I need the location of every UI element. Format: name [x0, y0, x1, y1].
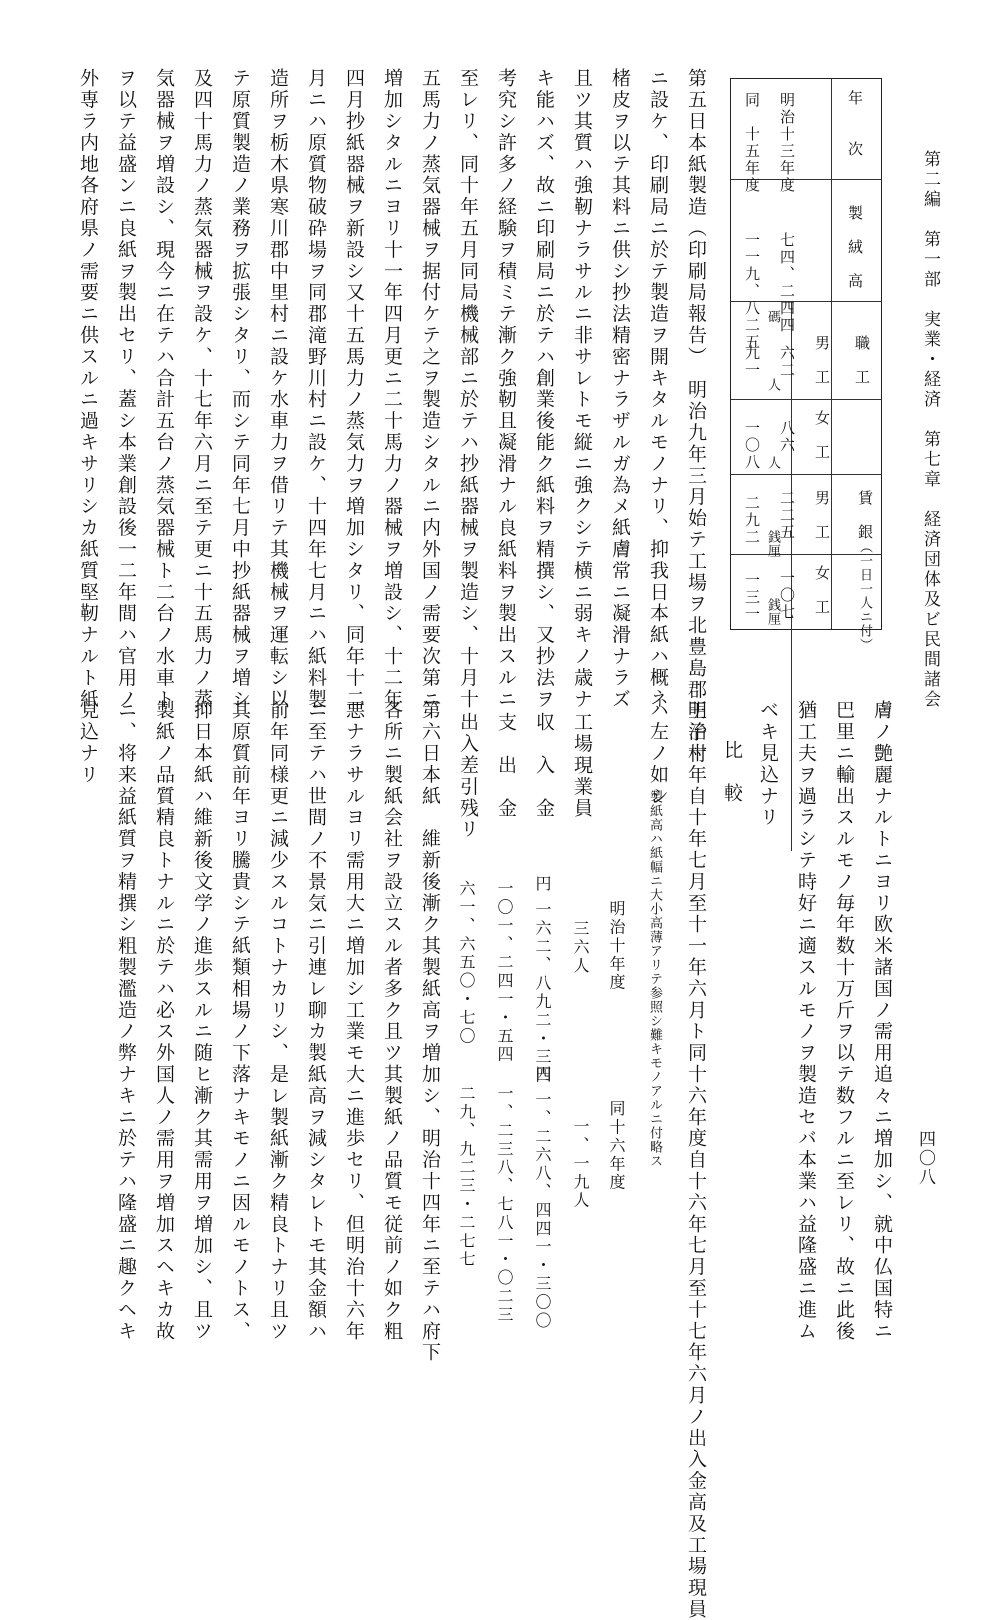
table-header-output: 製 絨 高	[846, 205, 864, 290]
table-header-male: 男 工	[813, 335, 831, 386]
table-header-wage-note: （一日一人ニ付）	[857, 540, 872, 652]
upper-text-line: 気器械ヲ増設シ、現今ニ在テハ合計五台ノ蒸気器械ト二台ノ水車ト	[153, 68, 175, 710]
table-header-wage-male: 男 工	[813, 490, 831, 541]
comparison-col2-header: 同十六年度	[607, 1100, 626, 1192]
upper-text-line: 造所ヲ栃木県寒川郡中里村ニ設ケ水車力ヲ借リテ其機械ヲ運転シ以	[267, 68, 289, 710]
comparison-row-v1: 六一、六五〇・七〇	[457, 880, 476, 1046]
upper-text-line: 至レリ、同十年五月同局機械部ニ於テハ抄紙器械ヲ製造シ、十月十	[457, 68, 479, 710]
table-row1-wage-female-unit: 銭厘	[765, 598, 780, 626]
table-row1-unit: 碼	[765, 310, 780, 324]
comparison-row-label: 出入差引残リ	[457, 712, 479, 841]
lower-text-line: 前年同様更ニ減少スルコトナカリシ、是レ製紙漸ク精良トナリ且ツ	[267, 700, 289, 1342]
comparison-row-label: 支 出 金	[495, 712, 517, 819]
table-row1-wage-male-unit: 銭厘	[765, 530, 780, 558]
table-row1-wage-male: 二二五	[778, 490, 796, 541]
running-header: 第二編 第一部 実業・経済 第七章 経済団体及ビ民間諸会	[920, 150, 940, 710]
upper-text-line: 外専ラ内地各府県ノ需要ニ供スルニ過キサリシカ紙質堅靭ナルト紙	[77, 68, 99, 710]
lower-text-line: 第六日本紙 維新後漸ク其製紙高ヲ増加シ、明治十四年ニ至テハ府下	[419, 700, 441, 1364]
lower-text-line: ニ、将来益紙質ヲ精撰シ粗製濫造ノ弊ナキニ於テハ隆盛ニ趣クヘキ	[115, 700, 137, 1342]
comparison-row-label: 工場現業員	[571, 712, 593, 819]
table-row1-female-unit: 人	[765, 456, 780, 470]
page-number: 四〇八	[915, 1130, 935, 1187]
period-line: 明治十年自十年七月至十一年六月ト同十六年度自十六年七月至十七年六月ノ出入金高及工場現員	[685, 700, 707, 1620]
table-row2-female: 一〇八	[743, 420, 761, 471]
upper-text-line: 四月抄紙器械ヲ新設シ又十五馬力ノ蒸気力ヲ増加シタリ、同年十二	[343, 68, 365, 710]
upper-text-line: 増加シタルニヨリ十一年四月更ニ二十馬力ノ器械ヲ増設シ、十二年	[381, 68, 403, 710]
comparison-row-v2: 円 一、二六八、四四一・三〇〇	[533, 1065, 552, 1331]
table-header-wage-female: 女 工	[813, 565, 831, 616]
comparison-heading: 比 較	[721, 740, 743, 805]
table-row1-output: 七四、二四四	[778, 232, 796, 334]
table-header-workers: 職 工	[853, 335, 871, 386]
lower-text-line: 其原質前年ヨリ騰貴シテ紙類相場ノ下落ナキモノニ因ルモノトス、	[229, 700, 251, 1342]
lower-text-line: 抑日本紙ハ維新後文学ノ進歩スルニ随ヒ漸ク其需用ヲ増加シ、且ツ	[191, 700, 213, 1342]
comparison-row-v1: 三六人	[571, 920, 590, 976]
upper-text-line: ヲ以テ益盛ンニ良紙ヲ製出セリ、蓋シ本業創設後一二年間ハ官用ノ	[115, 68, 137, 710]
table-header-female: 女 工	[813, 410, 831, 461]
table-row1-wage-female: 一〇七	[778, 570, 796, 621]
comparison-row-v1: 円 一六二、八九二・三四	[533, 875, 552, 1085]
table-row1-male-unit: 人	[765, 378, 780, 392]
table-row2-wage-female: 一三一	[743, 572, 761, 623]
comparison-row-v2: 二九、九二三・二七七	[457, 1085, 476, 1269]
table-row1-male: 六二	[778, 345, 796, 379]
lower-text-line: 各所ニ製紙会社ヲ設立スル者多ク且ツ其製紙ノ品質モ従前ノ如ク粗	[381, 700, 403, 1342]
upper-text-line: 月ニハ原質物破砕場ヲ同郡滝野川村ニ設ケ、十四年七月ニハ紙料製	[305, 68, 327, 710]
comparison-row-v1: 一〇一、二四一・五四	[495, 880, 514, 1064]
table-row2-year: 同 十五年度	[743, 92, 761, 194]
comparison-row-v2: 一、一九人	[571, 1118, 590, 1210]
upper-text-line: 第五日本紙製造（印刷局報告） 明治九年三月始テ工場ヲ北豊島郡王子村	[685, 68, 707, 765]
upper-text-line: テ原質製造ノ業務ヲ拡張シタリ、而シテ同年七月中抄紙器械ヲ増シ	[229, 68, 251, 710]
upper-text-line: 且ツ其質ハ強靭ナラサルニ非サレトモ縦ニ強クシテ横ニ弱キノ歳ナ	[571, 68, 593, 710]
table-row2-wage-male: 二九二	[743, 495, 761, 546]
lower-text-line: ニ至テハ世間ノ不景気ニ引連レ聊カ製紙高ヲ減シタレトモ其金額ハ	[305, 700, 327, 1342]
lower-right-line: 巴里ニ輸出スルモノ毎年数十万斤ヲ以テ数フルニ至レリ、故ニ此後	[833, 700, 855, 1342]
comparison-col1-header: 明治十年度	[607, 900, 626, 992]
table-row1-female: 八六	[778, 420, 796, 454]
table-header-year: 年 次	[846, 90, 864, 158]
upper-text-line: 考究シ許多ノ経験ヲ積ミテ漸ク強靭且凝滑ナル良紙料ヲ製出スルニ	[495, 68, 517, 710]
note-line-b: 製紙高ハ紙幅ニ大小高薄アリテ参照シ難キモノアルニ付略ス	[647, 790, 662, 1168]
table-row2-output: 一一九、八二五	[743, 232, 761, 351]
table-row2-male: 九一	[743, 345, 761, 379]
upper-text-line: 五馬力ノ蒸気器械ヲ据付ケテ之ヲ製造シタルニ内外国ノ需要次第ニ	[419, 68, 441, 710]
lower-right-line: 猶工夫ヲ過ラシテ時好ニ適スルモノヲ製造セバ本業ハ益隆盛ニ進ム	[795, 700, 817, 1342]
table-header-wage: 賃 銀	[856, 490, 874, 541]
lower-text-line: 製紙ノ品質精良トナルニ於テハ必ス外国人ノ需用ヲ増加スヘキカ故	[153, 700, 175, 1342]
lower-text-line: 見込ナリ	[77, 700, 99, 786]
lower-text-line: 悪ナラサルヨリ需用大ニ増加シ工業モ大ニ進歩セリ、但明治十六年	[343, 700, 365, 1342]
comparison-row-v2: 一、二三八、七八一・〇二三	[495, 1085, 514, 1325]
upper-text-line: 及四十馬力ノ蒸気器械ヲ設ケ、十七年六月ニ至テ更ニ十五馬力ノ蒸	[191, 68, 213, 710]
upper-text-line: キ能ハズ、故ニ印刷局ニ於テハ創業後能ク紙料ヲ精撰シ、又抄法ヲ	[533, 68, 555, 710]
lower-right-line: 膚ノ艶麗ナルトニヨリ欧米諸国ノ需用追々ニ増加シ、就中仏国特ニ	[871, 700, 893, 1342]
table-row1-year: 明治十三年度	[778, 92, 796, 194]
upper-text-line: ニ設ケ、印刷局ニ於テ製造ヲ開キタルモノナリ、抑我日本紙ハ概ネ	[647, 68, 669, 710]
upper-text-line: 楮皮ヲ以テ其料ニ供シ抄法精密ナラザルガ為メ紙膚常ニ凝滑ナラズ	[609, 68, 631, 710]
comparison-row-label: 収 入 金	[533, 712, 555, 819]
note-line-a: ハ左ノ如シ	[647, 700, 669, 807]
lower-right-line: ベキ見込ナリ	[757, 700, 779, 829]
